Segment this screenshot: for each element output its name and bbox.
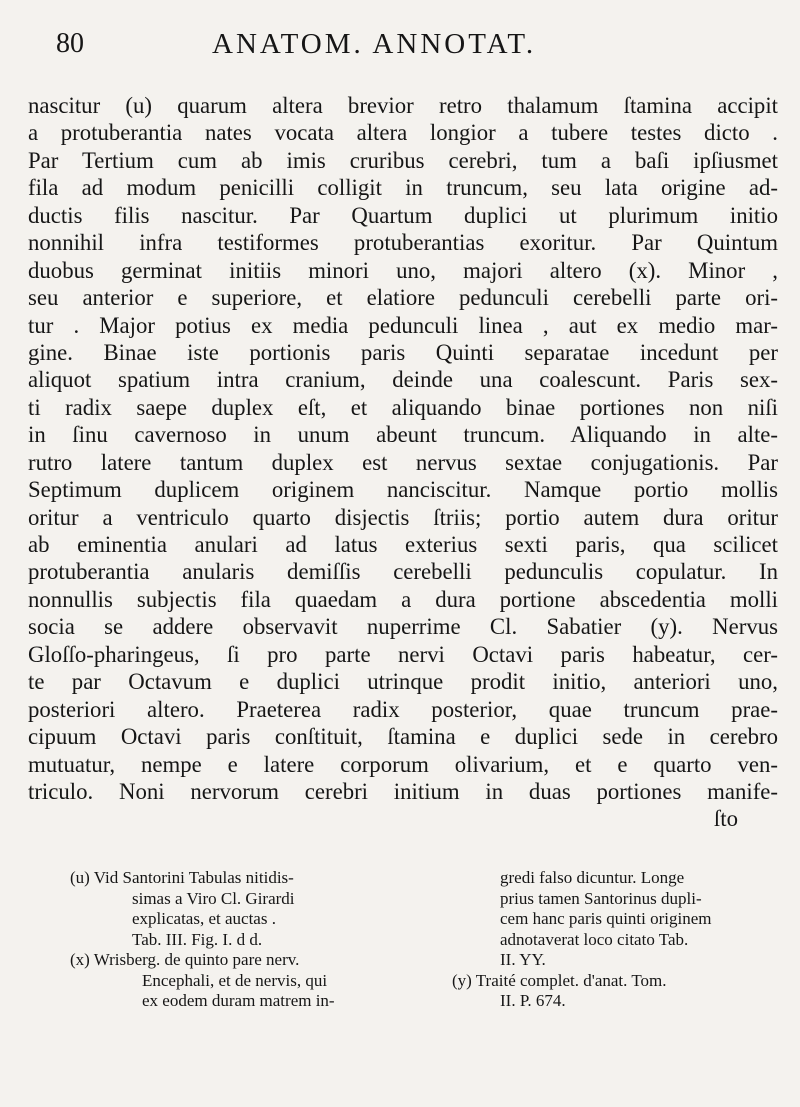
text-line: tur . Major potius ex media pedunculi linea , aut ex medio mar- [28,312,778,338]
footnote-line: explicatas, et auctas . [132,909,276,928]
text-line: ductis filis nascitur. Par Quartum duplici ut plurimum initio [28,202,778,228]
footnotes-right-column [452,868,782,1012]
text-line: te par Octavum e duplici utrinque prodit initio, anteriori uno, [28,669,778,695]
text-line: aliquot spatium intra cranium, deinde una coalescunt. Paris sex- [28,367,778,393]
text-line: ti radix saepe duplex eſt, et aliquando binae portiones non niſi [28,394,778,420]
footnote-line: II. P. 674. [500,991,566,1010]
footnote-line: ex eodem duram matrem in- [142,991,335,1010]
footnote-line: cem hanc paris quinti originem [500,909,712,928]
text-line: cipuum Octavi paris conſtituit, ſtamina e duplici sede in cerebro [28,724,778,750]
text-line: ab eminentia anulari ad latus exterius sexti paris, qua scilicet [28,532,778,557]
footnote-line: gredi falso dicuntur. Longe [500,868,685,887]
text-line: in ſinu cavernoso in unum abeunt truncum. Aliquando in alte- [28,422,778,448]
text-line: a protuberantia nates vocata altera longior a tubere testes dicto . [28,120,778,146]
page-number: 80 [56,28,84,59]
page-header [0,22,800,62]
text-line: duobus germinat initiis minori uno, majori altero (x). Minor , [28,257,778,283]
text-line: seu anterior e superiore, et elatiore pedunculi cerebelli parte ori- [28,285,778,311]
text-line: protuberantia anularis demiſſis cerebelli pedunculis copulatur. In [28,559,778,585]
text-line: mutuatur, nempe e latere corporum olivarium, et e quarto ven- [28,751,778,777]
footnote-line: (x) Wrisberg. de quinto pare nerv. [70,950,300,969]
text-line: fila ad modum penicilli colligit in truncum, seu lata origine ad- [28,175,778,201]
footnotes-left-column [70,868,410,1012]
text-line: oritur a ventriculo quarto disjectis ſtriis; portio autem dura oritur [28,504,778,530]
text-line: rutro latere tantum duplex est nervus sextae conjugationis. Par [28,449,778,475]
footnote-line: (u) Vid Santorini Tabulas nitidis- [70,868,294,887]
text-line: posteriori altero. Praeterea radix posterior, quae truncum prae- [28,696,778,722]
footnote-line: Tab. III. Fig. I. d d. [132,929,263,949]
footnote-line: prius tamen Santorinus dupli- [500,888,702,908]
text-line: socia se addere observavit nuperrime Cl. Sabatier (y). Nervus [28,614,778,640]
text-line: nonnullis subjectis fila quaedam a dura portione abscedentia molli [28,586,778,612]
text-line: gine. Binae iste portionis paris Quinti separatae incedunt per [28,339,778,365]
main-text [28,92,778,833]
footnote-line: Encephali, et de nervis, qui [142,970,328,990]
text-line: nonnihil infra testiformes protuberantias exoritur. Par Quintum [28,230,778,256]
text-line: triculo. Noni nervorum cerebri initium in duas portiones manife- [28,778,778,804]
running-head: ANATOM. ANNOTAT. [212,28,537,60]
footnote-line: simas a Viro Cl. Girardi [132,888,295,908]
text-line: Septimum duplicem originem nanciscitur. Namque portio mollis [28,477,778,503]
footnote-line: (y) Traité complet. d'anat. Tom. [452,970,667,990]
text-line: nascitur (u) quarum altera brevior retro thalamum ſtamina accipit [28,93,778,118]
footnote-line: II. YY. [500,950,546,969]
text-line: Gloſſo-pharingeus, ſi pro parte nervi Octavi paris habeatur, cer- [28,641,778,667]
catchword: ſto [713,806,738,832]
footnote-line: adnotaverat loco citato Tab. [500,929,689,949]
text-line: Par Tertium cum ab imis cruribus cerebri, tum a baſi ipſiusmet [28,147,778,173]
